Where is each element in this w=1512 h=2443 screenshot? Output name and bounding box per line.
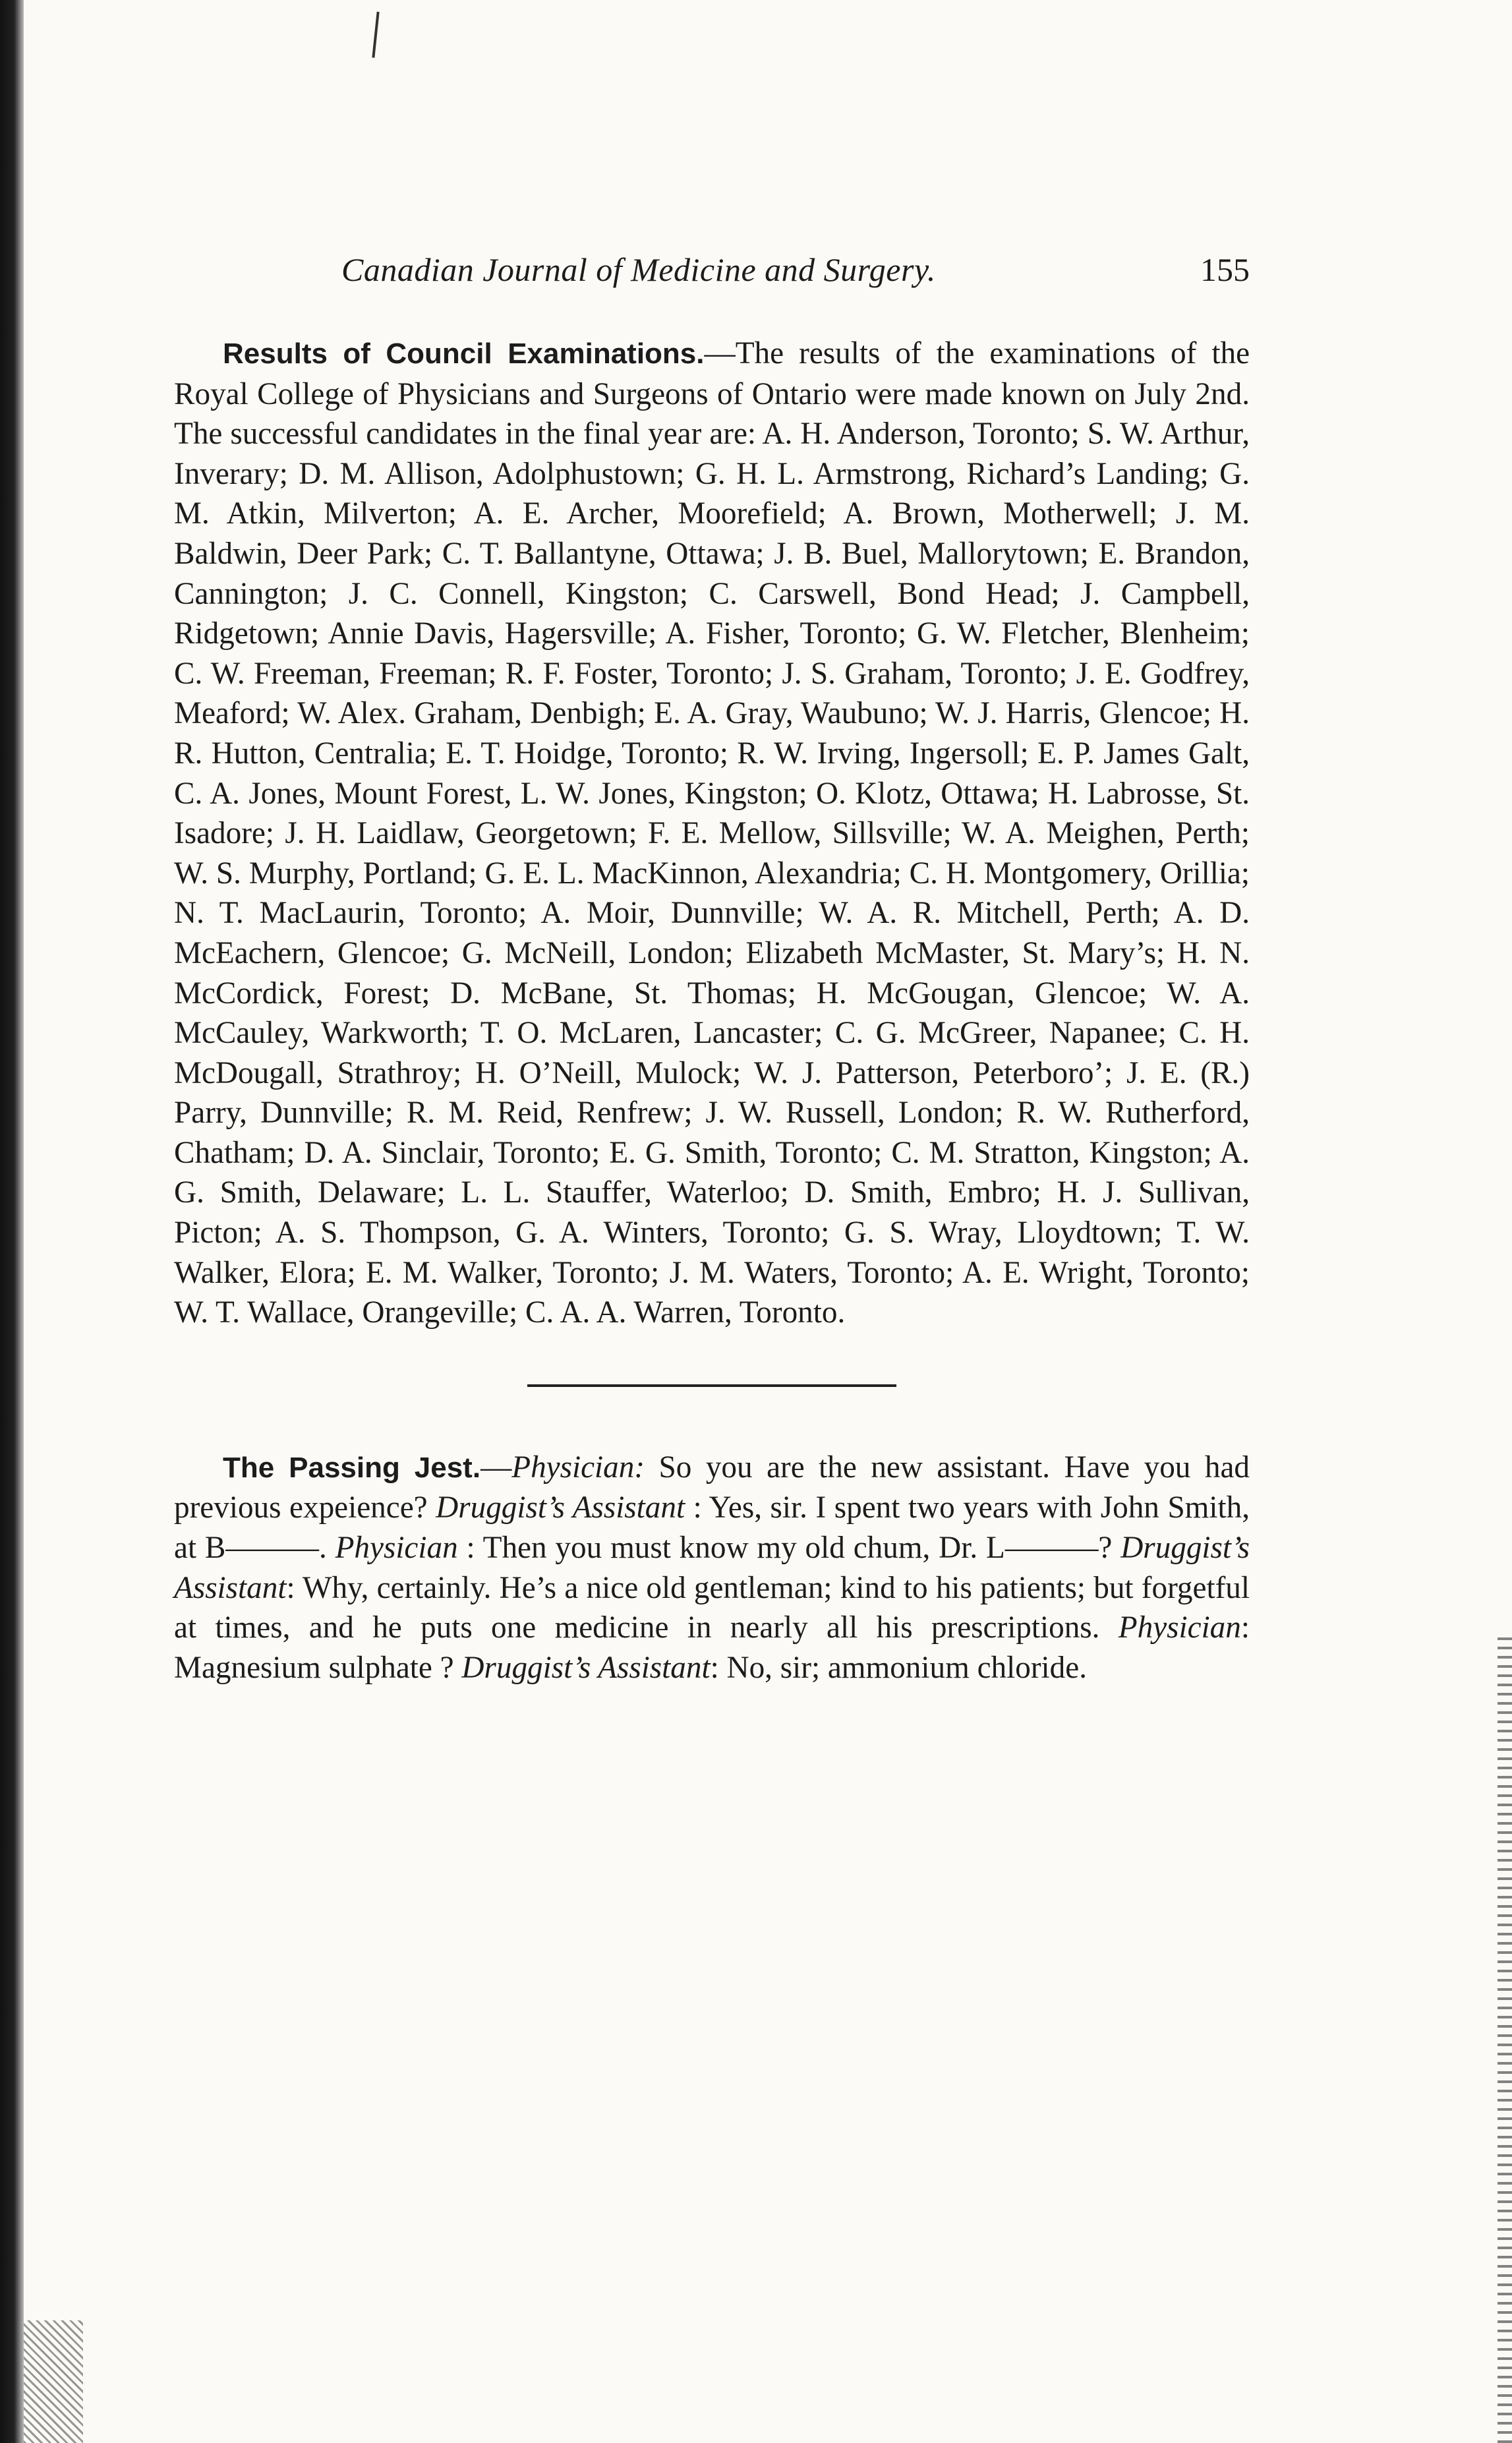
scan-left-edge [0, 0, 24, 2443]
speaker-druggist-assistant: Druggist’s Assistant [436, 1490, 685, 1525]
stray-pen-mark [372, 12, 383, 59]
council-results-article [174, 334, 1250, 1333]
speaker-physician: Physician [1118, 1610, 1241, 1645]
jest-line: : Why, certainly. He’s a nice old gentleman; kind to his patients; but forgetful at times, and he puts one medicine in nearly all his prescriptions. [174, 1570, 1250, 1645]
jest-line: So you are the new assistant. Have you had previous expeience? [174, 1450, 1250, 1525]
journal-page [174, 250, 1250, 1688]
speaker-druggist-assistant: Druggist’s Assistant [461, 1650, 711, 1685]
section-divider [527, 1384, 896, 1387]
scan-speckle [24, 2320, 83, 2443]
passing-jest-heading: The Passing Jest. [223, 1451, 481, 1484]
council-results-paragraph [174, 334, 1250, 1333]
passing-jest-paragraph [174, 1448, 1250, 1688]
passing-jest-article [174, 1448, 1250, 1688]
running-head [174, 250, 1250, 303]
page-number: 155 [1200, 251, 1250, 288]
speaker-druggist-assistant: Druggist’s Assistant [174, 1531, 1250, 1605]
jest-line: : Magnesium sulphate ? [174, 1610, 1250, 1685]
jest-line: : No, sir; ammonium chloride. [710, 1650, 1088, 1685]
jest-line: : Yes, sir. I spent two years with John Smith, at B———. [174, 1490, 1250, 1566]
journal-title: Canadian Journal of Medicine and Surgery. [341, 251, 936, 288]
jest-line: : Then you must know my old chum, Dr. L———? [457, 1531, 1121, 1566]
speaker-physician: Physician [335, 1531, 458, 1566]
scan-right-edge [1497, 1635, 1512, 2443]
council-results-body: —The results of the examinations of the Royal College of Physicians and Surgeons of Ontario were made known on July 2nd. The successful candidates in the final year are: A. H. Anderson, Toronto; S. W. Arthur, Inverary; D. M. Allison, Adolphustown; G. H. L. Armstrong, Richard’s Landing; G. M. Atkin, Milverton; A. E. Archer, Moorefield; A. Brown, Motherwell; J. M. Baldwin, Deer Park; C. T. Ballantyne, Ottawa; J. B. Buel, Mallorytown; E. Brandon, Cannington; J. C. Connell, Kingston; C. Carswell, Bond Head; J. Campbell, Ridgetown; Annie Davis, Hagersville; A. Fisher, Toronto; G. W. Fletcher, Blenheim; C. W. Freeman, Freeman; R. F. Foster, Toronto; J. S. Graham, Toronto; J. E. Godfrey, Meaford; W. Alex. Graham, Denbigh; E. A. Gray, Waubuno; W. J. Harris, Glencoe; H. R. Hutton, Centralia; E. T. Hoidge, Toronto; R. W. Irving, Ingersoll; E. P. James Galt, C. A. Jones, Mount Forest, L. W. Jones, Kingston; O. Klotz, Ottawa; H. Labrosse, St. Isadore; J. H. Laidlaw, Georgetown; F. E. Mellow, Sillsville; W. A. Meighen, Perth; W. S. Murphy, Portland; G. E. L. MacKinnon, Alexandria; C. H. Montgomery, Orillia; N. T. MacLaurin, Toronto; A. Moir, Dunnville; W. A. R. Mitchell, Perth; A. D. McEachern, Glencoe; G. McNeill, London; Elizabeth McMaster, St. Mary’s; H. N. McCordick, Forest; D. McBane, St. Thomas; H. McGougan, Glencoe; W. A. McCauley, Warkworth; T. O. McLaren, Lancaster; C. G. McGreer, Napanee; C. H. McDougall, Strathroy; H. O’Neill, Mulock; W. J. Patterson, Peterboro’; J. E. (R.) Parry, Dunnville; R. M. Reid, Renfrew; J. W. Russell, London; R. W. Rutherford, Chatham; D. A. Sinclair, Toronto; E. G. Smith, Toronto; C. M. Stratton, Kingston; A. G. Smith, Delaware; L. L. Stauffer, Waterloo; D. Smith, Embro; H. J. Sullivan, Picton; A. S. Thompson, G. A. Winters, Toronto; G. S. Wray, Lloydtown; T. W. Walker, Elora; E. M. Walker, Toronto; J. M. Waters, Toronto; A. E. Wright, Toronto; W. T. Wallace, Orangeville; C. A. A. Warren, Toronto. [174, 336, 1250, 1330]
speaker-physician: Physician: [511, 1450, 645, 1485]
passing-jest-dash: — [480, 1450, 512, 1485]
council-results-heading: Results of Council Examinations. [223, 338, 705, 370]
